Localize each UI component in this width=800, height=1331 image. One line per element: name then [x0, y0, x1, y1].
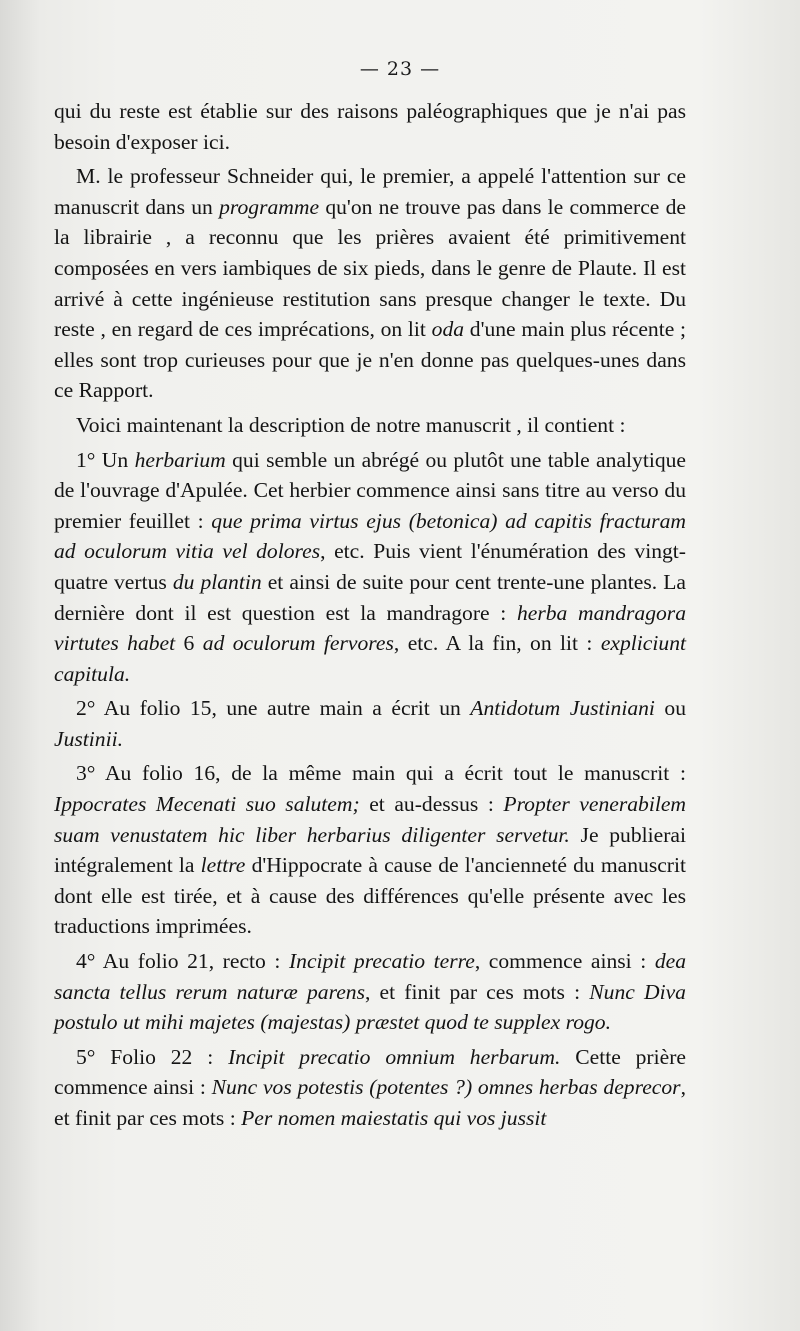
paragraph: [54, 1042, 686, 1134]
italic-text-run: Incipit precatio terre: [288, 949, 475, 974]
text-run: ou: [654, 696, 686, 721]
italic-text-run: Justinii.: [54, 726, 123, 751]
text-run: , etc. Puis vient l'énumération des vingt-quatre vertus: [54, 539, 686, 594]
italic-text-run: que prima virtus ejus (betonica) ad capitis fracturam ad oculorum vitia vel dolores: [54, 508, 686, 564]
italic-text-run: dea sancta tellus rerum naturæ parens: [54, 949, 686, 1004]
paragraph: [54, 161, 686, 406]
text-run: M. le professeur Schneider qui, le premier, a appelé l'attention sur ce manuscrit dans un: [54, 164, 686, 219]
italic-text-run: Propter venerabilem suam venustatem hic liber herbarius diligenter servetur.: [54, 792, 687, 847]
paragraph: [54, 410, 686, 441]
italic-text-run: du plantin: [172, 569, 262, 594]
paragraph: [54, 693, 686, 754]
paragraph: [54, 758, 686, 942]
text-run: 6: [175, 631, 203, 656]
italic-text-run: Antidotum Justiniani: [470, 696, 655, 721]
text-run: d'Hippocrate à cause de l'ancienneté du manuscrit dont elle est tirée, et à cause des différences qu'elle présente avec les traductions imprimées.: [54, 853, 686, 939]
paragraph: [54, 946, 686, 1038]
text-run: d'une main plus récente ; elles sont trop curieuses pour que je n'en donne pas quelques-unes dans ce Rapport.: [54, 317, 687, 403]
text-run: Je publierai intégralement la: [54, 822, 686, 878]
italic-text-run: lettre: [200, 853, 246, 878]
text-run: qui du reste est établie sur des raisons paléographiques que je n'ai pas besoin d'exposer ici.: [54, 99, 686, 154]
text-run: 1° Un: [76, 447, 135, 472]
text-run: et au-dessus :: [359, 792, 504, 817]
text-run: 2° Au folio 15, une autre main a écrit un: [76, 696, 471, 721]
text-run: qu'on ne trouve pas dans le commerce de la librairie , a reconnu que les prières avaient été primitivement composées en vers iambiques de six pieds, dans le genre de Plaute. Il est arrivé à cette ingénieuse restitution sans presque changer le texte. Du reste , en regard de ces imprécations, on lit: [54, 194, 687, 342]
italic-text-run: Nunc Diva postulo ut mihi majetes (majestas) præstet quod te supplex rogo.: [54, 979, 686, 1035]
italic-text-run: Incipit precatio omnium herbarum.: [228, 1044, 561, 1069]
italic-text-run: expliciunt capitula.: [54, 631, 686, 686]
text-run: Voici maintenant la description de notre manuscrit , il contient :: [76, 412, 626, 437]
text-run: , et finit par ces mots :: [54, 1075, 686, 1130]
italic-text-run: herba mandragora virtutes habet: [54, 600, 686, 656]
text-run: 3° Au folio 16, de la même main qui a écrit tout le manuscrit :: [76, 761, 686, 786]
text-run: 5° Folio 22 :: [76, 1044, 229, 1069]
text-run: 4° Au folio 21, recto :: [76, 949, 289, 974]
text-run: , et finit par ces mots :: [364, 979, 590, 1004]
body-text: [54, 96, 686, 1138]
page-number: — 23 —: [359, 58, 441, 80]
text-run: Cette prière commence ainsi :: [54, 1044, 686, 1100]
text-run: et ainsi de suite pour cent trente-une plantes. La dernière dont il est question est la mandragore :: [54, 569, 686, 625]
italic-text-run: programme: [219, 194, 320, 219]
italic-text-run: Per nomen maiestatis qui vos jussit: [241, 1106, 547, 1130]
italic-text-run: ad oculorum fervores: [202, 631, 394, 656]
paragraph: [54, 96, 686, 157]
italic-text-run: Ippocrates Mecenati suo salutem;: [54, 792, 360, 817]
italic-text-run: oda: [431, 317, 465, 342]
italic-text-run: Nunc vos potestis (potentes ?) omnes herbas deprecor: [211, 1075, 681, 1100]
text-run: , commence ainsi :: [474, 949, 655, 974]
text-run: qui semble un abrégé ou plutôt une table analytique de l'ouvrage d'Apulée. Cet herbier commence ainsi sans titre au verso du premier feuillet :: [54, 447, 686, 533]
paragraph: [54, 445, 686, 690]
italic-text-run: herbarium: [134, 447, 226, 472]
text-run: , etc. A la fin, on lit :: [393, 631, 601, 656]
